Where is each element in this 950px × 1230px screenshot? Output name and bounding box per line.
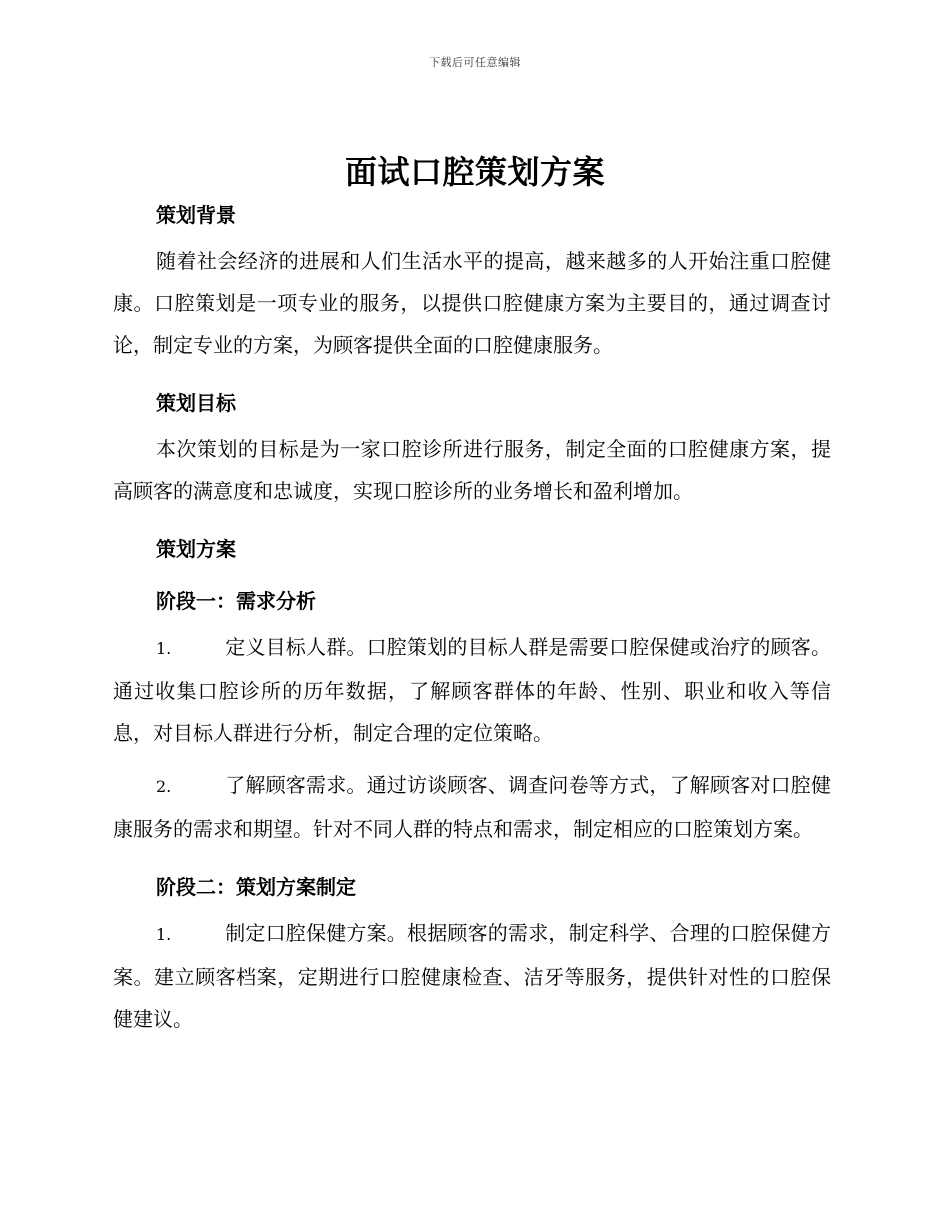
section-heading-goal: 策划目标: [156, 391, 236, 415]
list-item: [113, 626, 831, 754]
list-item: [113, 764, 831, 850]
section-heading-background: 策划背景: [156, 203, 236, 227]
list-item-number: 1.: [156, 639, 172, 658]
section-heading-stage2: 阶段二：策划方案制定: [156, 875, 356, 899]
paragraph-goal: 本次策划的目标是为一家口腔诊所进行服务，制定全面的口腔健康方案，提高顾客的满意度和忠诚度，实现口腔诊所的业务增长和盈利增加。: [113, 437, 831, 503]
list-item: [113, 912, 831, 1040]
list-item-number: 2.: [156, 777, 172, 796]
section-heading-stage1: 阶段一：需求分析: [156, 589, 316, 613]
paragraph-background: 随着社会经济的进展和人们生活水平的提高，越来越多的人开始注重口腔健康。口腔策划是一项专业的服务，以提供口腔健康方案为主要目的，通过调查讨论，制定专业的方案，为顾客提供全面的口腔健康服务。: [113, 249, 831, 357]
section-heading-plan: 策划方案: [156, 537, 236, 561]
header-note: 下载后可任意编辑: [429, 56, 521, 69]
document-body: [113, 200, 831, 1040]
list-item-number: 1.: [156, 925, 172, 944]
list-item-text: 了解顾客需求。通过访谈顾客、调查问卷等方式，了解顾客对口腔健康服务的需求和期望。针对不同人群的特点和需求，制定相应的口腔策划方案。: [113, 773, 831, 841]
page-title: 面试口腔策划方案: [344, 153, 605, 191]
list-item-text: 定义目标人群。口腔策划的目标人群是需要口腔保健或治疗的顾客。通过收集口腔诊所的历年数据，了解顾客群体的年龄、性别、职业和收入等信息，对目标人群进行分析，制定合理的定位策略。: [113, 635, 831, 745]
list-item-text: 制定口腔保健方案。根据顾客的需求，制定科学、合理的口腔保健方案。建立顾客档案，定期进行口腔健康检查、洁牙等服务，提供针对性的口腔保健建议。: [113, 921, 831, 1031]
